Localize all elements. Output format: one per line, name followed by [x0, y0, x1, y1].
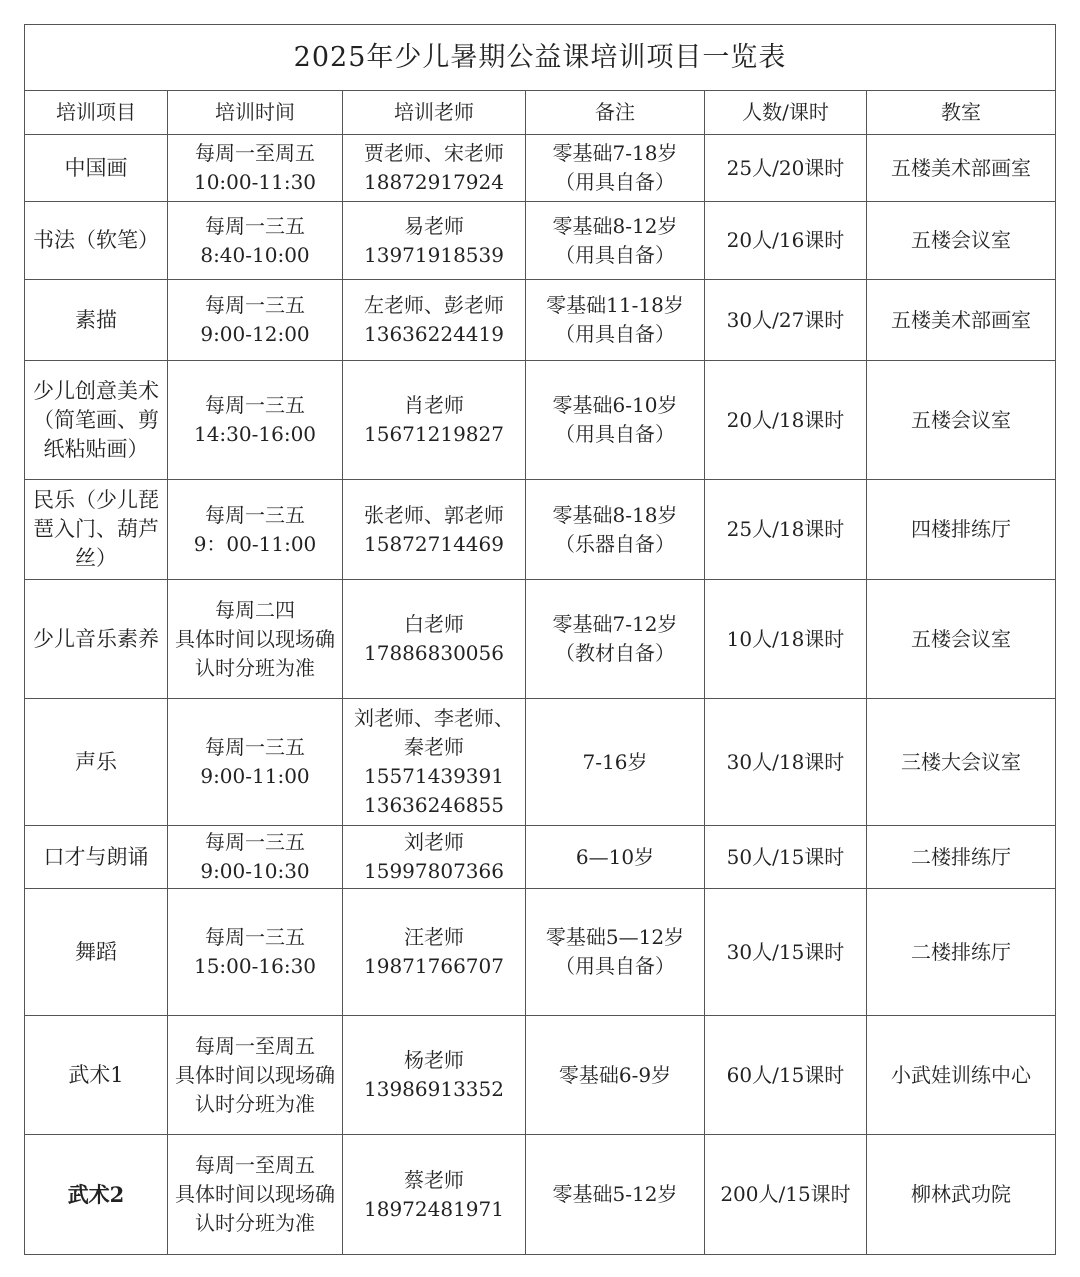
header-row [25, 91, 1056, 135]
cell-room: 三楼大会议室 [867, 699, 1056, 826]
table-row [25, 480, 1056, 580]
cell-time: 每周一至周五 具体时间以现场确认时分班为准 [168, 1135, 343, 1255]
cell-room: 柳林武功院 [867, 1135, 1056, 1255]
header-count: 人数/课时 [705, 91, 867, 135]
cell-project: 舞蹈 [25, 889, 168, 1016]
cell-count: 50人/15课时 [705, 826, 867, 889]
cell-room: 二楼排练厅 [867, 889, 1056, 1016]
cell-room: 五楼美术部画室 [867, 280, 1056, 361]
cell-time: 每周一三五 9：00-11:00 [168, 480, 343, 580]
table-row [25, 580, 1056, 699]
cell-count: 200人/15课时 [705, 1135, 867, 1255]
cell-note: 7-16岁 [526, 699, 705, 826]
training-table [24, 24, 1056, 1255]
cell-note: 零基础5—12岁 （用具自备） [526, 889, 705, 1016]
cell-time: 每周一三五 9:00-10:30 [168, 826, 343, 889]
cell-count: 20人/18课时 [705, 361, 867, 480]
cell-time: 每周一三五 14:30-16:00 [168, 361, 343, 480]
cell-note: 零基础11-18岁 （用具自备） [526, 280, 705, 361]
header-teacher: 培训老师 [343, 91, 526, 135]
header-project: 培训项目 [25, 91, 168, 135]
table-row [25, 202, 1056, 280]
cell-project: 武术2 [25, 1135, 168, 1255]
cell-room: 四楼排练厅 [867, 480, 1056, 580]
cell-teacher: 张老师、郭老师 15872714469 [343, 480, 526, 580]
cell-time: 每周一三五 8:40-10:00 [168, 202, 343, 280]
table-row [25, 1135, 1056, 1255]
cell-teacher: 刘老师、李老师、秦老师 15571439391 13636246855 [343, 699, 526, 826]
cell-note: 零基础7-18岁 （用具自备） [526, 135, 705, 202]
cell-room: 小武娃训练中心 [867, 1016, 1056, 1135]
cell-teacher: 汪老师 19871766707 [343, 889, 526, 1016]
table-row [25, 361, 1056, 480]
cell-count: 25人/18课时 [705, 480, 867, 580]
cell-teacher: 杨老师 13986913352 [343, 1016, 526, 1135]
header-time: 培训时间 [168, 91, 343, 135]
cell-teacher: 蔡老师 18972481971 [343, 1135, 526, 1255]
table-row [25, 280, 1056, 361]
cell-project: 口才与朗诵 [25, 826, 168, 889]
cell-count: 60人/15课时 [705, 1016, 867, 1135]
cell-teacher: 左老师、彭老师 13636224419 [343, 280, 526, 361]
cell-project: 书法（软笔） [25, 202, 168, 280]
cell-room: 五楼会议室 [867, 580, 1056, 699]
cell-room: 五楼会议室 [867, 361, 1056, 480]
table-row [25, 1016, 1056, 1135]
cell-note: 零基础5-12岁 [526, 1135, 705, 1255]
table-row [25, 135, 1056, 202]
header-note: 备注 [526, 91, 705, 135]
cell-time: 每周一三五 15:00-16:30 [168, 889, 343, 1016]
table-row [25, 826, 1056, 889]
cell-note: 零基础6-10岁 （用具自备） [526, 361, 705, 480]
cell-count: 30人/15课时 [705, 889, 867, 1016]
cell-time: 每周一至周五 10:00-11:30 [168, 135, 343, 202]
cell-time: 每周二四 具体时间以现场确认时分班为准 [168, 580, 343, 699]
table-row [25, 889, 1056, 1016]
cell-note: 6—10岁 [526, 826, 705, 889]
cell-project: 民乐（少儿琵琶入门、葫芦丝） [25, 480, 168, 580]
cell-time: 每周一三五 9:00-11:00 [168, 699, 343, 826]
cell-teacher: 白老师 17886830056 [343, 580, 526, 699]
cell-teacher: 刘老师 15997807366 [343, 826, 526, 889]
cell-count: 10人/18课时 [705, 580, 867, 699]
cell-time: 每周一至周五 具体时间以现场确认时分班为准 [168, 1016, 343, 1135]
header-room: 教室 [867, 91, 1056, 135]
cell-project: 武术1 [25, 1016, 168, 1135]
cell-note: 零基础8-18岁 （乐器自备） [526, 480, 705, 580]
cell-room: 五楼美术部画室 [867, 135, 1056, 202]
cell-note: 零基础7-12岁 （教材自备） [526, 580, 705, 699]
cell-count: 30人/18课时 [705, 699, 867, 826]
table-title: 2025年少儿暑期公益课培训项目一览表 [25, 25, 1056, 91]
table-row [25, 699, 1056, 826]
cell-room: 二楼排练厅 [867, 826, 1056, 889]
cell-count: 25人/20课时 [705, 135, 867, 202]
cell-note: 零基础8-12岁 （用具自备） [526, 202, 705, 280]
cell-count: 30人/27课时 [705, 280, 867, 361]
cell-note: 零基础6-9岁 [526, 1016, 705, 1135]
cell-project: 中国画 [25, 135, 168, 202]
title-row [25, 25, 1056, 91]
cell-room: 五楼会议室 [867, 202, 1056, 280]
cell-project: 素描 [25, 280, 168, 361]
cell-teacher: 肖老师 15671219827 [343, 361, 526, 480]
cell-count: 20人/16课时 [705, 202, 867, 280]
cell-teacher: 贾老师、宋老师 18872917924 [343, 135, 526, 202]
cell-project: 少儿创意美术（简笔画、剪纸粘贴画） [25, 361, 168, 480]
cell-project: 少儿音乐素养 [25, 580, 168, 699]
cell-project: 声乐 [25, 699, 168, 826]
cell-teacher: 易老师 13971918539 [343, 202, 526, 280]
cell-time: 每周一三五 9:00-12:00 [168, 280, 343, 361]
